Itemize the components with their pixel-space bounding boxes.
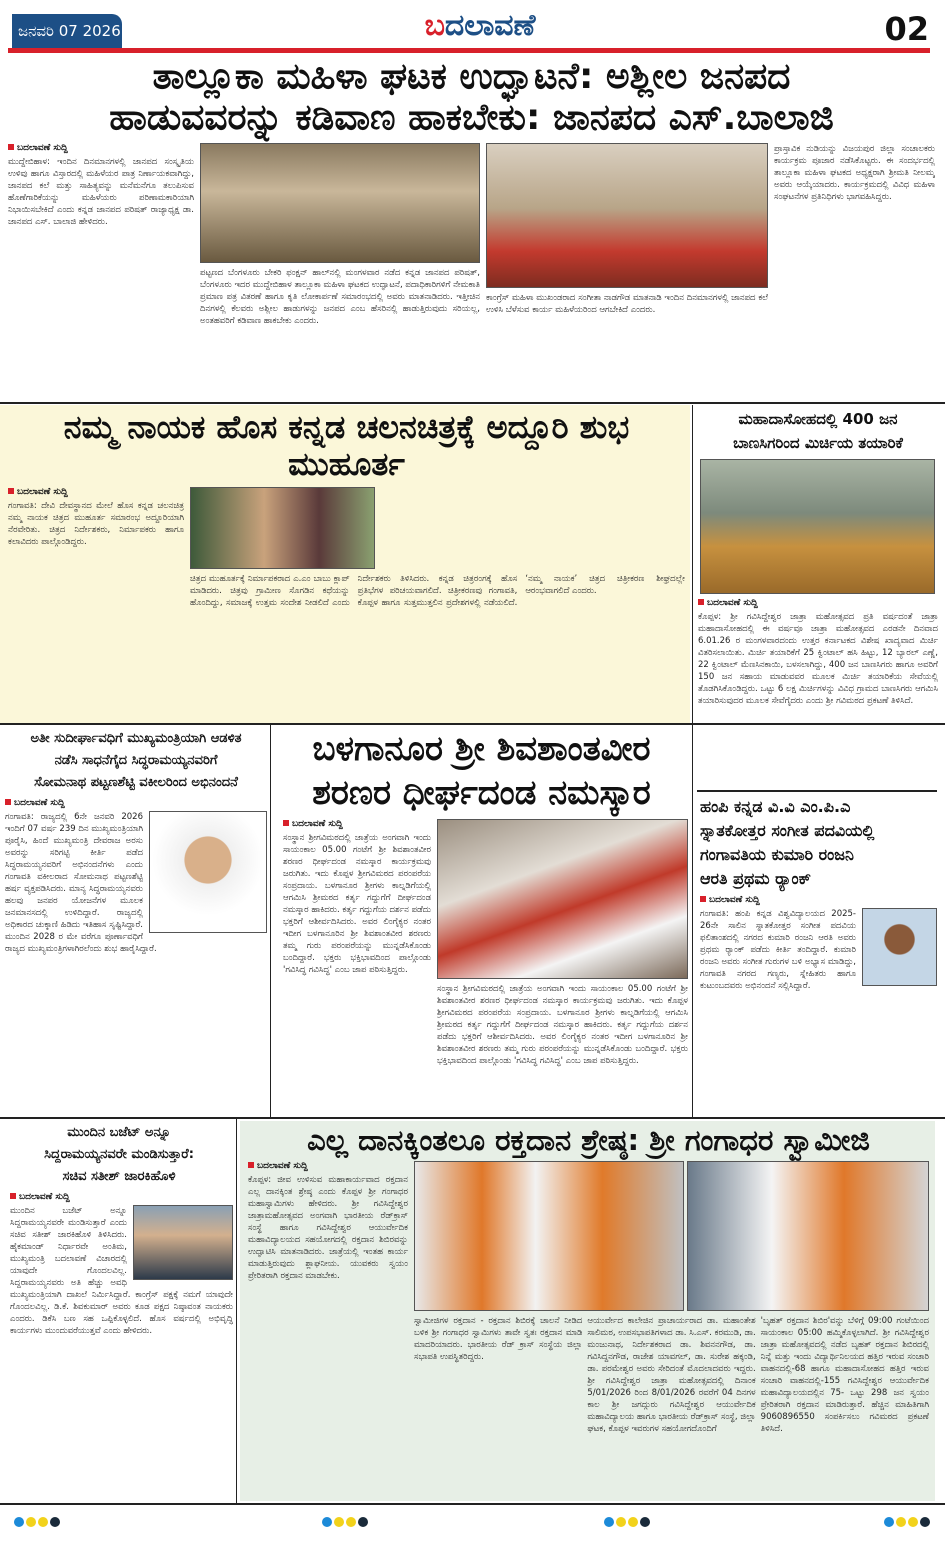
issue-date: ಜನವರಿ 07 2026 xyxy=(12,14,122,48)
byline: ಬದಲಾವಣೆ ಸುದ್ದಿ xyxy=(5,798,267,808)
article1-body: ಪಟ್ಟಣದ ಬೆಂಗಳೂರು ಬೇಕರಿ ಫಂಕ್ಷನ್ ಹಾಲ್‌ನಲ್ಲಿ ಮಂಗಳವಾರ ನಡೆದ ಕನ್ನಡ ಜಾನಪದ ಪರಿಷತ್, ಬೆಂಗಳೂರು ಇದರ ಮುದ್ದೇಬಿಹಾಳ ತಾಲ್ಲೂಕಾ ಮಹಿಳಾ ಘಟಕದ ಉದ್ಘಾಟನೆ, ಪದಾಧಿಕಾರಿಗಳಿಗೆ ನೇಮಕಾತಿ ಪ್ರಮಾಣ ಪತ್ರ ವಿತರಣೆ ಹಾಗೂ ಕೃತಿ ಲೋಕಾರ್ಪಣೆ ಸಮಾರಂಭದಲ್ಲಿ ಅವರು ಮಾತನಾಡಿದರು. ಇತ್ತೀಚಿನ ದಿನಗಳಲ್ಲಿ ಕೆಲವರು ಅಶ್ಲೀಲ ಹಾಡುಗಳನ್ನು ಜನಪದ ಎಂಬ ಹೆಸರಿನಲ್ಲಿ ಹಾಡುತ್ತಿರುವುದು ಸರಿಯಲ್ಲ, ಅಂತಹವರಿಗೆ ಕಡಿವಾಣ ಹಾಕಬೇಕು ಎಂದರು. xyxy=(200,267,480,326)
section-divider xyxy=(697,790,937,792)
article1-headline[interactable] xyxy=(8,56,935,139)
article1-col1 xyxy=(8,143,194,400)
article5-col1 xyxy=(283,819,431,1115)
article8-columns xyxy=(248,1161,929,1499)
article2-lead: ಗಂಗಾವತಿ: ದೇವಿ ದೇವಸ್ಥಾನದ ಮೇಲೆ ಹೊಸ ಕನ್ನಡ ಚಲನಚಿತ್ರ ನಮ್ಮ ನಾಯಕ ಚಿತ್ರದ ಮುಹೂರ್ತ ಸಮಾರಂಭ ಅದ್ದೂರಿಯಾಗಿ ನೆರವೇರಿತು. ಚಿತ್ರದ ನಿರ್ದೇಶಕರು, ನಿರ್ಮಾಪಕರು ಹಾಗೂ ಕಲಾವಿದರು ಪಾಲ್ಗೊಂಡಿದ್ದರು. xyxy=(8,500,184,547)
article5-columns xyxy=(275,819,688,1115)
article7-photo xyxy=(133,1205,233,1280)
article8-main xyxy=(414,1161,929,1499)
logo-rest: ದಲಾವಣೆ xyxy=(444,8,536,43)
byline: ಬದಲಾವಣೆ ಸುದ್ದಿ xyxy=(5,1192,233,1202)
article1-photo-stage xyxy=(200,143,480,263)
article4-body-wrap xyxy=(5,811,267,1114)
article5-body-cont: ಸಂಸ್ಥಾನ ಶ್ರೀಗವಿಮಠದಲ್ಲಿ ಜಾತ್ರೆಯ ಅಂಗವಾಗಿ ಇಂದು ಸಾಯಂಕಾಲ 05.00 ಗಂಟೆಗೆ ಶ್ರೀ ಶಿವಶಾಂತವೀರ ಶರಣರ ಧೀರ್ಘದಂಡ ನಮಸ್ಕಾರ ಕಾರ್ಯಕ್ರಮವು ಜರುಗಿತು. ಇದು ಕೊಪ್ಪಳ ಶ್ರೀಗವಿಮಠದ ಪರಂಪರೆಯ ಸಂಪ್ರದಾಯ. ಬಳಗಾನೂರ ಶ್ರೀಗಳು ಕಾಲ್ನಡಿಗೆಯಲ್ಲಿ ಆಗಮಿಸಿ ಶ್ರೀಮಠದ ಕರ್ತೃ ಗದ್ದುಗೆಗೆ ದೀರ್ಘದಂಡ ನಮಸ್ಕಾರ ಹಾಕಿದರು. ಕರ್ತೃ ಗದ್ದುಗೆಯ ದರ್ಶನ ಪಡೆದು ಭಕ್ತರಿಗೆ ಆಶೀರ್ವದಿಸಿದರು. ಅವರ ಲಿಂಗೈಕ್ಯರ ನಂತರ ಇದೀಗ ಬಳಗಾನೂರಿನ ಶ್ರೀ ಶಿವಶಾಂತವೀರ ಶರಣರು ತಮ್ಮ ಗುರು ಪರಂಪರೆಯನ್ನು ಮುನ್ನಡೆಸಿಕೊಂಡು ಬಂದಿದ್ದಾರೆ. ಭಕ್ತರು ಭಕ್ತಿಭಾವದಿಂದ ಪಾಲ್ಗೊಂಡು 'ಗವಿಸಿದ್ಧ ಗವಿಸಿದ್ಧ' ಎಂಬ ಜಾಪ ಪಠಿಸುತ್ತಿದ್ದರು. xyxy=(437,984,688,1066)
article6-body: ಗಂಗಾವತಿ: ಹಂಪಿ ಕನ್ನಡ ವಿಶ್ವವಿದ್ಯಾಲಯದ 2025-26ನೇ ಸಾಲಿನ ಸ್ನಾತಕೋತ್ತರ ಸಂಗೀತ ಪದವಿಯ ಫಲಿತಾಂಶದಲ್ಲಿ ನಗರದ ಕುಮಾರಿ ರಂಜನಿ ಆರತಿ ಅವರು ಪ್ರಥಮ ರ್‍ಯಾಂಕ್ ಪಡೆದು ಕೀರ್ತಿ ತಂದಿದ್ದಾರೆ. ಕುಮಾರಿ ರಂಜನಿ ಅವರು ಸಂಗೀತ ಗುರುಗಳ ಬಳಿ ಅಭ್ಯಾಸ ಮಾಡಿದ್ದು, ಗಂಗಾವತಿ ನಗರದ ಗಣ್ಯರು, ಸ್ನೇಹಿತರು ಹಾಗೂ ಕುಟುಂಬದವರು ಅಭಿನಂದನೆ ಸಲ್ಲಿಸಿದ್ದಾರೆ. xyxy=(700,909,856,991)
article2-columns xyxy=(8,487,685,720)
article3 xyxy=(698,407,938,721)
article3-body: ಕೊಪ್ಪಳ: ಶ್ರೀ ಗವಿಸಿದ್ದೇಶ್ವರ ಜಾತ್ರಾ ಮಹೋತ್ಸವದ ಪ್ರತಿ ವರ್ಷದಂತೆ ಜಾತ್ರಾ ಮಹಾದಾಸೋಹದಲ್ಲಿ ಈ ವರ್ಷವೂ ಜಾತ್ರಾ ಮಹೋತ್ಸವದ ಎರಡನೇ ದಿನವಾದ 6.01.26 ರ ಮಂಗಳವಾರದಂದು ಉತ್ತರ ಕರ್ನಾಟಕದ ವಿಶೇಷ ಖಾದ್ಯವಾದ ಮಿರ್ಚಿ ವಿತರಿಸಲಾಯಿತು. ಮಿರ್ಚಿ ತಯಾರಿಕೆಗೆ 25 ಕ್ವಿಂಟಾಲ್ ಹಸಿ ಹಿಟ್ಟು, 12 ಬ್ಯಾರಲ್ ಎಣ್ಣೆ, 22 ಕ್ವಿಂಟಾಲ್ ಮೆಣಸಿನಕಾಯಿ, ಬಳಸಲಾಗಿದ್ದು, 400 ಜನ ಬಾಣಸಿಗರು ಹಾಗೂ ಅವರಿಗೆ 150 ಜನ ಸಹಾಯ ಮಾಡುವವರ ಮೂಲಕ ಮಿರ್ಚಿ ತಯಾರಿಕೆಯ ಸೇವೆಯಲ್ಲಿ ತೊಡಗಿಸಿಕೊಂಡಿದ್ದರು. ಒಟ್ಟು 6 ಲಕ್ಷ ಮಿರ್ಚಿಗಳನ್ನು ವಿವಿಧ ಗ್ರಾಮದ ಬಾಣಸಿಗರು ಆಗಮಿಸಿ ತಯಾರಿಸುವುದರ ಮೂಲಕ ಸೇವೆಗೈದರು ಎಂದು ಶ್ರೀ ಗವಿಮಠದ ಪ್ರಕಟಣೆ ತಿಳಿಸಿದೆ. xyxy=(698,612,938,706)
footer-dots-left xyxy=(14,1512,62,1531)
article2-col2 xyxy=(190,487,685,720)
newspaper-logo xyxy=(360,8,600,43)
headline-line: ಹಂಪಿ ಕನ್ನಡ ವಿ.ವಿ ಎಂ.ಪಿ.ಎ xyxy=(700,797,851,816)
article1-body3: ಪ್ರಾಸ್ತಾವಿಕ ನುಡಿಯನ್ನು ವಿಜಯಪುರ ಜಿಲ್ಲಾ ಸಂಚಾಲಕರು ಕಾರ್ಯಕ್ರಮ ಪೂಜಾರ ನಡೆಸಿಕೊಟ್ಟರು. ಈ ಸಂದರ್ಭದಲ್ಲಿ ತಾಲ್ಲೂಕಾ ಮಹಿಳಾ ಘಟಕದ ಅಧ್ಯಕ್ಷರಾಗಿ ಶ್ರೀಮತಿ ನೀಲಮ್ಮ ಅವರು ಆಯ್ಕೆಯಾದರು. ಕಾರ್ಯಕ್ರಮದಲ್ಲಿ ವಿವಿಧ ಮಹಿಳಾ ಸಂಘಟನೆಗಳ ಪ್ರತಿನಿಧಿಗಳು ಭಾಗವಹಿಸಿದ್ದರು. xyxy=(774,143,935,202)
headline-line: ಬಳಗಾನೂರ ಶ್ರೀ ಶಿವಶಾಂತವೀರ xyxy=(312,729,651,769)
article7 xyxy=(5,1122,233,1502)
headline-line: ಸಚಿವ ಸತೀಶ್ ಜಾರಕಿಹೊಳಿ xyxy=(62,1169,176,1184)
footer-rule xyxy=(0,1503,945,1505)
article1-photo-audience xyxy=(486,143,768,288)
byline: ಬದಲಾವಣೆ ಸುದ್ದಿ xyxy=(248,1161,408,1171)
headline-line: ಮುಂದಿನ ಬಜೆಟ್ ಅನ್ನೂ xyxy=(67,1125,171,1140)
headline-line: ಅತೀ ಸುದೀರ್ಘಾವಧಿಗೆ ಮುಖ್ಯಮಂತ್ರಿಯಾಗಿ ಆಡಳಿತ xyxy=(30,731,242,746)
headline-line: ನಡೆಸಿ ಸಾಧನೆಗೈದ ಸಿದ್ಧರಾಮಯ್ಯನವರಿಗೆ xyxy=(54,753,218,768)
headline-line: ತಾಲ್ಲೂಕಾ ಮಹಿಳಾ ಘಟಕ ಉದ್ಘಾಟನೆ: ಅಶ್ಲೀಲ ಜನಪದ xyxy=(152,56,791,97)
article5-body: ಸಂಸ್ಥಾನ ಶ್ರೀಗವಿಮಠದಲ್ಲಿ ಜಾತ್ರೆಯ ಅಂಗವಾಗಿ ಇಂದು ಸಾಯಂಕಾಲ 05.00 ಗಂಟೆಗೆ ಶ್ರೀ ಶಿವಶಾಂತವೀರ ಶರಣರ ಧೀರ್ಘದಂಡ ನಮಸ್ಕಾರ ಕಾರ್ಯಕ್ರಮವು ಜರುಗಿತು. ಇದು ಕೊಪ್ಪಳ ಶ್ರೀಗವಿಮಠದ ಪರಂಪರೆಯ ಸಂಪ್ರದಾಯ. ಬಳಗಾನೂರ ಶ್ರೀಗಳು ಕಾಲ್ನಡಿಗೆಯಲ್ಲಿ ಆಗಮಿಸಿ ಶ್ರೀಮಠದ ಕರ್ತೃ ಗದ್ದುಗೆಗೆ ದೀರ್ಘದಂಡ ನಮಸ್ಕಾರ ಹಾಕಿದರು. ಕರ್ತೃ ಗದ್ದುಗೆಯ ದರ್ಶನ ಪಡೆದು ಭಕ್ತರಿಗೆ ಆಶೀರ್ವದಿಸಿದರು. ಅವರ ಲಿಂಗೈಕ್ಯರ ನಂತರ ಇದೀಗ ಬಳಗಾನೂರಿನ ಶ್ರೀ ಶಿವಶಾಂತವೀರ ಶರಣರು ತಮ್ಮ ಗುರು ಪರಂಪರೆಯನ್ನು ಮುನ್ನಡೆಸಿಕೊಂಡು ಬಂದಿದ್ದಾರೆ. ಭಕ್ತರು ಭಕ್ತಿಭಾವದಿಂದ ಪಾಲ್ಗೊಂಡು 'ಗವಿಸಿದ್ಧ ಗವಿಸಿದ್ಧ' ಎಂಬ ಜಾಪ ಪಠಿಸುತ್ತಿದ್ದರು. xyxy=(283,833,431,975)
article8-body3: ಆಯುರ್ವೇದ ಕಾಲೇಜಿನ ಪ್ರಾಚಾರ್ಯರಾದ ಡಾ. ಮಹಾಂತೇಶ ಸಾಲಿಮಠ, ಉಪಸಭಾಪತಿಗಳಾದ ಡಾ. ಸಿ.ಎಸ್. ಕರಮುಡಿ, ಡಾ. ಮಂಜುನಾಥ, ನಿರ್ದೇಶಕರಾದ ಡಾ. ಶಿವನನಗೌಡ, ಡಾ. ಗವಿಸಿದ್ದನಗೌಡ, ರಾಜೇಶ ಯಾವಗಲ್, ಡಾ. ಸುರೇಶ ಹಕ್ಕಂಡಿ, ಡಾ. ಪರಮೇಶ್ವರ ಅವರು ಸೇರಿದಂತೆ ಮೊದಲಾದವರು ಇದ್ದರು. ಶ್ರೀ ಗವಿಸಿದ್ದೇಶ್ವರ ಜಾತ್ರಾ ಮಹೋತ್ಸವದಲ್ಲಿ ದಿನಾಂಕ 5/01/2026 ರಿಂದ 8/01/2026 ರವರೆಗೆ 04 ದಿನಗಳ ಕಾಲ ಶ್ರೀ ಜಗದ್ಗುರು ಗವಿಸಿದ್ದೇಶ್ವರ ಆಯುರ್ವೇದಿಕ ಮಹಾವಿದ್ಯಾಲಯ ಹಾಗೂ ಭಾರತೀಯ ರೆಡ್‌ಕ್ರಾಸ್ ಸಂಸ್ಥೆ, ಜಿಲ್ಲಾ ಘಟಕ, ಕೊಪ್ಪಳ ಇವರುಗಳ ಸಹಯೋಗದೊಂದಿಗೆ xyxy=(587,1316,756,1435)
article8-photo-2 xyxy=(687,1161,929,1311)
article1-col4 xyxy=(774,143,935,400)
byline: ಬದಲಾವಣೆ ಸುದ್ದಿ xyxy=(700,895,937,905)
article2-body: ಚಿತ್ರದ ಮುಹೂರ್ತಕ್ಕೆ ನಿರ್ಮಾಪಕರಾದ ಎ.ಎಂ ಬಾಬು ಕ್ಲಾಪ್ ಮಾಡಿದರು. ಚಿತ್ರವು ಗ್ರಾಮೀಣ ಸೊಗಡಿನ ಕಥೆಯನ್ನು ಹೊಂದಿದ್ದು, ಸಮಾಜಕ್ಕೆ ಉತ್ತಮ ಸಂದೇಶ ನೀಡಲಿದೆ ಎಂದು ನಿರ್ದೇಶಕರು ತಿಳಿಸಿದರು. ಕನ್ನಡ ಚಿತ್ರರಂಗಕ್ಕೆ ಹೊಸ ಪ್ರತಿಭೆಗಳ ಪರಿಚಯವಾಗಲಿದೆ. ಚಿತ್ರೀಕರಣವು ಗಂಗಾವತಿ, ಕೊಪ್ಪಳ ಹಾಗೂ ಸುತ್ತಮುತ್ತಲಿನ ಪ್ರದೇಶಗಳಲ್ಲಿ ನಡೆಯಲಿದೆ. ‘ನಮ್ಮ ನಾಯಕ’ ಚಿತ್ರದ ಚಿತ್ರೀಕರಣ ಶೀಘ್ರದಲ್ಲೇ ಆರಂಭವಾಗಲಿದೆ ಎಂದರು. xyxy=(190,573,685,608)
headline-line: ಸೋಮನಾಥ ಪಟ್ಟಣಶೆಟ್ಟಿ ವಕೀಲರಿಂದ ಅಭಿನಂದನೆ xyxy=(34,775,238,790)
article8 xyxy=(240,1121,935,1501)
byline: ಬದಲಾವಣೆ ಸುದ್ದಿ xyxy=(283,819,431,829)
headline-line: ಸ್ನಾತಕೋತ್ತರ ಸಂಗೀತ ಪದವಿಯಲ್ಲಿ xyxy=(700,821,875,840)
headline-line: ಸಿದ್ದರಾಮಯ್ಯನವರೇ ಮಂಡಿಸುತ್ತಾರೆ: xyxy=(44,1147,194,1162)
section-divider xyxy=(0,723,945,725)
article6-body-wrap xyxy=(700,908,937,1115)
article8-photos xyxy=(414,1161,929,1311)
byline: ಬದಲಾವಣೆ ಸುದ್ದಿ xyxy=(8,143,194,153)
section-divider xyxy=(0,1117,945,1119)
logo-first-letter: ಬ xyxy=(424,8,445,43)
article7-body-wrap xyxy=(5,1205,233,1502)
article8-col1 xyxy=(248,1161,408,1499)
article4 xyxy=(5,728,267,1114)
article7-body: ಮುಂದಿನ ಬಜೆಟ್ ಅನ್ನೂ ಸಿದ್ದರಾಮಯ್ಯನವರೇ ಮಂಡಿಸುತ್ತಾರೆ ಎಂದು ಸಚಿವ ಸತೀಶ್ ಜಾರಕಿಹೊಳಿ ತಿಳಿಸಿದರು. ಹೈಕಮಾಂಡ್ ನಿರ್ಧಾರವೇ ಅಂತಿಮ, ಮುಖ್ಯಮಂತ್ರಿ ಬದಲಾವಣೆ ವಿಚಾರದಲ್ಲಿ ಯಾವುದೇ ಗೊಂದಲವಿಲ್ಲ. ಸಿದ್ದರಾಮಯ್ಯನವರು ಅತಿ ಹೆಚ್ಚು ಅವಧಿ ಮುಖ್ಯಮಂತ್ರಿಯಾಗಿ ದಾಖಲೆ ನಿರ್ಮಿಸಿದ್ದಾರೆ. ಕಾಂಗ್ರೆಸ್ ಪಕ್ಷಕ್ಕೆ ನಮಗೆ ಯಾವುದೇ ಗೊಂದಲವಿಲ್ಲ. ಡಿ.ಕೆ. ಶಿವಕುಮಾರ್ ಅವರು ಕೂಡ ಪಕ್ಷದ ನಿಷ್ಠಾವಂತ ನಾಯಕರು ಎಂದರು. ಡಿಕೆಸಿ ಬಣ ಸಹ ಒಪ್ಪಿಕೊಳ್ಳಲಿದೆ. ಹೊಸ ವರ್ಷದಲ್ಲಿ ಅಭಿವೃದ್ಧಿ ಕಾರ್ಯಗಳು ಮುಂದುವರೆಯುತ್ತವೆ ಎಂದು ಹೇಳಿದರು. xyxy=(10,1206,233,1336)
article6-headline[interactable] xyxy=(700,795,937,891)
article8-photo-1 xyxy=(414,1161,684,1311)
column-rule xyxy=(270,725,271,1117)
page-number: 02 xyxy=(884,10,929,48)
headline-line: ಮಹಾದಾಸೋಹದಲ್ಲಿ 400 ಜನ xyxy=(738,410,898,428)
article8-body2: ಸ್ವಾಮೀಜಿಗಳ ರಕ್ತದಾನ - ರಕ್ತದಾನ ಶಿಬಿರಕ್ಕೆ ಚಾಲನೆ ನೀಡಿದ ಬಳಿಕ ಶ್ರೀ ಗಂಗಾಧರ ಸ್ವಾಮಿಗಳು ತಾವೇ ಸ್ವತಃ ರಕ್ತದಾನ ಮಾಡಿ ಮಾದರಿಯಾದರು. ಭಾರತೀಯ ರೆಡ್ ಕ್ರಾಸ್ ಸಂಸ್ಥೆಯ ಜಿಲ್ಲಾ ಸಭಾಪತಿ ಉಪಸ್ಥಿತರಿದ್ದರು. xyxy=(414,1316,583,1363)
article4-portrait xyxy=(149,811,267,933)
headline-line: ಆರತಿ ಪ್ರಥಮ ರ್‍ಯಾಂಕ್ xyxy=(700,869,811,888)
article6 xyxy=(700,795,937,1115)
article1-lead: ಮುದ್ದೇಬಿಹಾಳ: ಇಂದಿನ ದಿನಮಾನಗಳಲ್ಲಿ ಜಾನಪದ ಸಂಸ್ಕೃತಿಯ ಉಳಿವು ಹಾಗೂ ವಿಸ್ತಾರದಲ್ಲಿ ಮಹಿಳೆಯರ ಪಾತ್ರ ನಿರ್ಣಾಯಕವಾಗಿದ್ದು, ಜಾನಪದ ಕಲೆ ಮತ್ತು ಸಾಹಿತ್ಯವನ್ನು ಮನೆಮನೆಗೂ ತಲುಪಿಸುವ ಹೊಣೆಗಾರಿಕೆಯನ್ನು ಮಹಿಳೆಯರು ಪರಿಣಾಮಕಾರಿಯಾಗಿ ನಿಭಾಯಿಸಬೇಕಿದೆ ಎಂದು ಕನ್ನಡ ಜಾನಪದ ಪರಿಷತ್ ರಾಜ್ಯಾಧ್ಯಕ್ಷ ಡಾ. ಜಾನಪದ ಎಸ್. ಬಾಲಾಜಿ ಹೇಳಿದರು. xyxy=(8,156,194,227)
article6-portrait xyxy=(862,908,937,986)
article1-body2: ಕಾಂಗ್ರೆಸ್ ಮಹಿಳಾ ಮುಖಂಡರಾದ ಸಂಗೀತಾ ನಾಡಗೌಡ ಮಾತನಾಡಿ ಇಂದಿನ ದಿನಮಾನಗಳಲ್ಲಿ ಜಾನಪದ ಕಲೆ ಉಳಿಸಿ ಬೆಳೆಸುವ ಕಾರ್ಯ ಮಹಿಳೆಯರಿಂದ ಆಗಬೇಕಿದೆ ಎಂದರು. xyxy=(486,292,768,315)
column-rule xyxy=(236,1119,237,1504)
article4-body: ಗಂಗಾವತಿ: ರಾಜ್ಯದಲ್ಲಿ 6ನೇ ಜನವರಿ 2026 ಇಂದಿಗೆ 07 ವರ್ಷ 239 ದಿನ ಮುಖ್ಯಮಂತ್ರಿಯಾಗಿ ಪೂರೈಸಿ, ಹಿಂದೆ ಮುಖ್ಯಮಂತ್ರಿ ದೇವರಾಜ ಅರಸು ಅವರನ್ನು ಸರಿಗಟ್ಟಿ ಕೀರ್ತಿ ಪಡೆದ ಸಿದ್ಧರಾಮಯ್ಯನವರಿಗೆ ಅಭಿನಂದನೆಗಳು ಎಂದು ಗಂಗಾವತಿ ವಕೀಲರಾದ ಸೋಮನಾಥ ಪಟ್ಟಣಶೆಟ್ಟಿ ಹರ್ಷ ವ್ಯಕ್ತಪಡಿಸಿದರು. ಮಾನ್ಯ ಸಿದ್ಧರಾಮಯ್ಯನವರು ಹಲವು ಜನಪರ ಯೋಜನೆಗಳ ಮೂಲಕ ಜನಮಾನಸದಲ್ಲಿ ಉಳಿದಿದ್ದಾರೆ. ರಾಜ್ಯದಲ್ಲಿ ಅಧಿಕಾರದ ಚುಕ್ಕಾಣಿ ಹಿಡಿದು ಇತಿಹಾಸ ಸೃಷ್ಟಿಸಿದ್ದಾರೆ. ಮುಂದಿನ 2028 ರ ಮೇ ವರೆಗೂ ಪೂರ್ಣಾವಧಿಗೆ ರಾಜ್ಯದ ಮುಖ್ಯಮಂತ್ರಿಗಳಾಗಿರಲೆಂದು ಶುಭ ಹಾರೈಸಿದ್ದಾರೆ. xyxy=(5,812,157,954)
article7-headline[interactable] xyxy=(5,1122,233,1188)
article2 xyxy=(0,405,690,723)
article2-photo xyxy=(190,487,375,569)
section-divider xyxy=(0,402,945,404)
headline-line: ಬಾಣಸಿಗರಿಂದ ಮಿರ್ಚಿಯ ತಯಾರಿಕೆ xyxy=(733,434,903,452)
column-rule xyxy=(692,405,693,723)
headline-line: ಗಂಗಾವತಿಯ ಕುಮಾರಿ ರಂಜನಿ xyxy=(700,845,854,864)
article2-col1 xyxy=(8,487,184,720)
column-rule xyxy=(692,725,693,1117)
article1-columns xyxy=(8,143,935,400)
byline: ಬದಲಾವಣೆ ಸುದ್ದಿ xyxy=(8,487,184,497)
footer-dots-center-left xyxy=(322,1512,370,1531)
headline-line: ಶರಣರ ಧೀರ್ಘದಂಡ ನಮಸ್ಕಾರ xyxy=(312,773,651,813)
headline-line: ಹಾಡುವವರನ್ನು ಕಡಿವಾಣ ಹಾಕಬೇಕು: ಜಾನಪದ ಎಸ್.ಬಾಲಾಜಿ xyxy=(109,97,834,139)
article3-photo-mirchi xyxy=(700,459,935,594)
byline: ಬದಲಾವಣೆ ಸುದ್ದಿ xyxy=(698,598,938,608)
article8-headline[interactable]: ಎಲ್ಲ ದಾನಕ್ಕಿಂತಲೂ ರಕ್ತದಾನ ಶ್ರೇಷ್ಠ: ಶ್ರೀ ಗಂಗಾಧರ ಸ್ವಾಮೀಜಿ xyxy=(307,1123,870,1157)
article1 xyxy=(8,56,935,400)
article8-body: ಕೊಪ್ಪಳ: ಜೀವ ಉಳಿಸುವ ಮಹಾಕಾರ್ಯವಾದ ರಕ್ತದಾನ ಎಲ್ಲ ದಾನಕ್ಕಿಂತ ಶ್ರೇಷ್ಠ ಎಂದು ಕೊಪ್ಪಳ ಶ್ರೀ ಗಂಗಾಧರ ಮಹಾಸ್ವಾಮಿಗಳು ಹೇಳಿದರು. ಶ್ರೀ ಗವಿಸಿದ್ದೇಶ್ವರ ಜಾತ್ರಾಮಹೋತ್ಸವದ ಅಂಗವಾಗಿ ಭಾರತೀಯ ರೆಡ್‌ಕ್ರಾಸ್ ಸಂಸ್ಥೆ ಹಾಗೂ ಗವಿಸಿದ್ದೇಶ್ವರ ಆಯುರ್ವೇದಿಕ ಮಹಾವಿದ್ಯಾಲಯದ ಸಹಯೋಗದಲ್ಲಿ ರಕ್ತದಾನ ಶಿಬಿರವನ್ನು ಉದ್ಘಾಟಿಸಿ ಮಾತನಾಡಿದರು. ಜಾತ್ರೆಯಲ್ಲಿ ಇಂತಹ ಕಾರ್ಯ ಮಾಡುತ್ತಿರುವುದು ಶ್ಲಾಘನೀಯ. ಯುವಕರು ಸ್ವಯಂ ಪ್ರೇರಿತರಾಗಿ ರಕ್ತದಾನ ಮಾಡಬೇಕು. xyxy=(248,1175,408,1282)
article5-photo xyxy=(437,819,688,979)
article3-headline[interactable] xyxy=(698,407,938,455)
article4-headline[interactable] xyxy=(5,728,267,794)
article2-headline[interactable]: ನಮ್ಮ ನಾಯಕ ಹೊಸ ಕನ್ನಡ ಚಲನಚಿತ್ರಕ್ಕೆ ಅದ್ದೂರಿ ಶುಭ ಮುಹೂರ್ತ xyxy=(63,408,630,483)
article1-col3 xyxy=(486,143,768,400)
article5-col2 xyxy=(437,819,688,1115)
masthead-rule xyxy=(8,48,930,53)
footer-dots-center-right xyxy=(604,1512,652,1531)
footer-dots-right xyxy=(884,1512,932,1531)
article8-body4: 'ಬೃಹತ್ ರಕ್ತದಾನ ಶಿಬಿರ'ವನ್ನು ಬೆಳಿಗ್ಗೆ 09:00 ಗಂಟೆಯಿಂದ ಸಾಯಂಕಾಲ 05:00 ಹಮ್ಮಿಕೊಳ್ಳಲಾಗಿದೆ. ಶ್ರೀ ಗವಿಸಿದ್ದೇಶ್ವರ ಜಾತ್ರಾ ಮಹೋತ್ಸವದಲ್ಲಿ ನಡೆದ ಬೃಹತ್ ರಕ್ತದಾನ ಶಿಬಿರದಲ್ಲಿ ನಿನ್ನೆ ಮತ್ತು ಇಂದು ವಿದ್ಯಾರ್ಥಿನಿಲಯದ ಹತ್ತಿರ ಇರುವ ಸಂಚಾರಿ ವಾಹನದಲ್ಲಿ-68 ಹಾಗೂ ಮಹಾದಾಸೋಹದ ಹತ್ತಿರ ಇರುವ ಸಂಚಾರಿ ವಾಹನದಲ್ಲಿ-155 ಗವಿಸಿದ್ದೇಶ್ವರ ಆಯುರ್ವೇದಿಕ ಮಹಾವಿದ್ಯಾಲಯದಲ್ಲಿನ 75- ಒಟ್ಟು 298 ಜನ ಸ್ವಯಂ ಪ್ರೇರಿತರಾಗಿ ರಕ್ತದಾನ ಮಾಡಿರುತ್ತಾರೆ. ಹೆಚ್ಚಿನ ಮಾಹಿತಿಗಾಗಿ 9060896550 ಸಂಪರ್ಕಿಸಲು ಗವಿಮಠದ ಪ್ರಕಟಣೆ ತಿಳಿಸಿದೆ. xyxy=(760,1316,929,1435)
article1-col2 xyxy=(200,143,480,400)
article5 xyxy=(275,727,688,1115)
article5-headline[interactable] xyxy=(275,727,688,815)
article8-text-columns xyxy=(414,1315,929,1499)
